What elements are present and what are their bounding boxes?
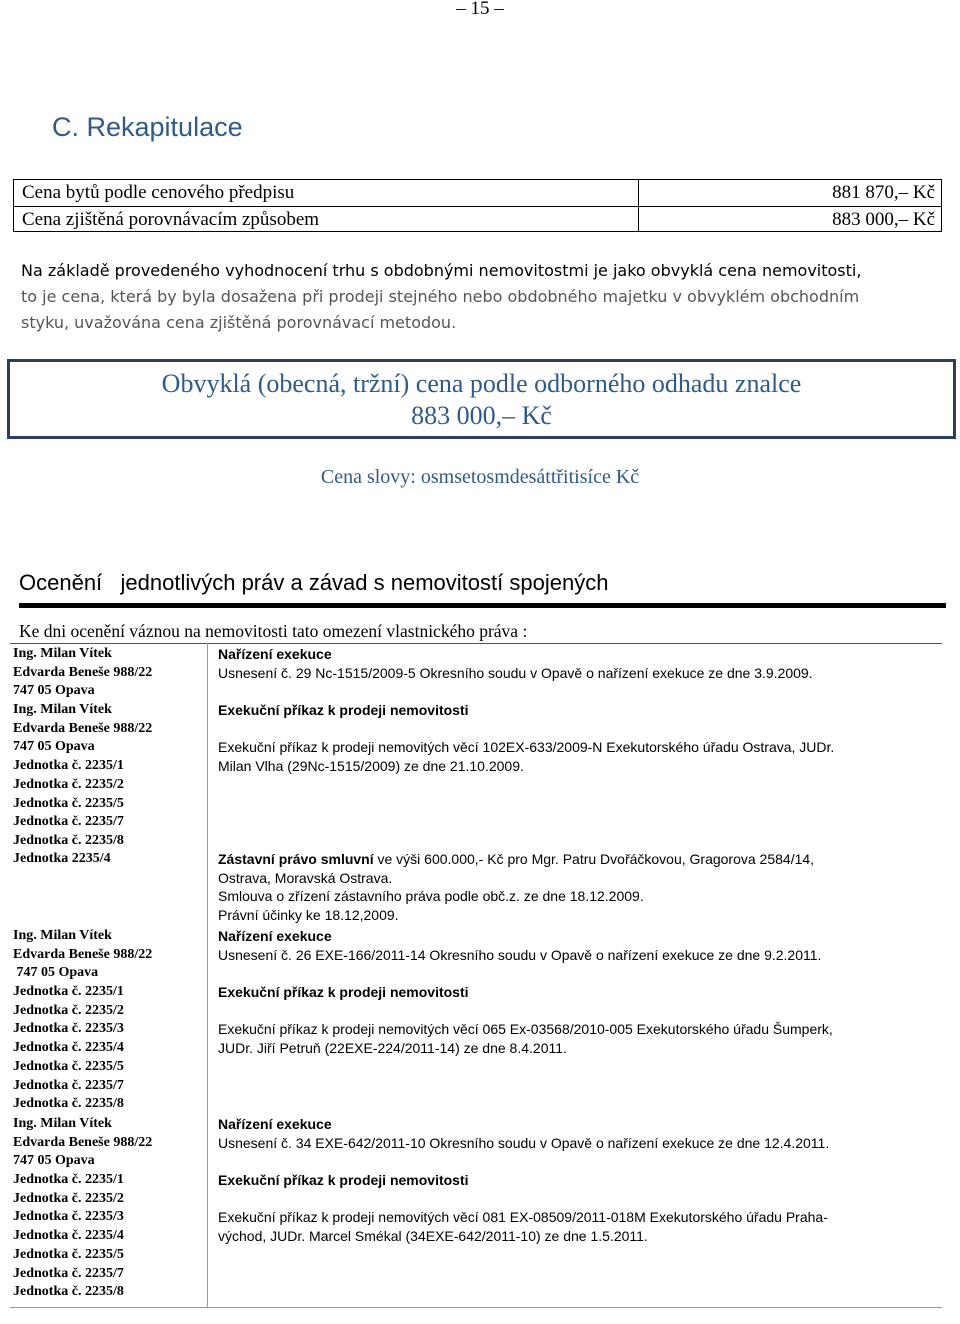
party-line: 747 05 Opava	[13, 739, 95, 755]
market-price-box	[7, 359, 956, 439]
party-line: Jednotka č. 2235/4	[13, 1040, 124, 1056]
party-line: Jednotka č. 2235/7	[13, 1077, 124, 1093]
row-label: Cena zjištěná porovnávacím způsobem	[22, 209, 320, 230]
entry-text: Usnesení č. 26 EXE-166/2011-14 Okresního soudu v Opavě o nařízení exekuce ze dne 9.2.2011.	[218, 946, 822, 963]
heading-rule	[19, 603, 946, 608]
row-label: Cena bytů podle cenového předpisu	[22, 182, 295, 203]
entry-head: Nařízení exekuce	[218, 928, 332, 944]
entry-text: JUDr. Jiří Petruň (22EXE-224/2011-14) ze dne 8.4.2011.	[218, 1039, 567, 1056]
entry-text: Právní účinky ke 18.12,2009.	[218, 906, 399, 923]
entry-text: ve výši 600.000,- Kč pro Mgr. Patru Dvořáčkovou, Gragorova 2584/14,	[373, 851, 815, 867]
entry-parties	[13, 645, 203, 701]
party-line: Jednotka č. 2235/5	[13, 795, 124, 811]
lead-rule	[10, 643, 942, 644]
entry-text: Exekuční příkaz k prodeji nemovitých věcí 102EX-633/2009-N Exekutorského úřadu Ostrava, JUDr.	[218, 739, 835, 755]
section-title: C. Rekapitulace	[52, 112, 243, 142]
entry-text: Usnesení č. 34 EXE-642/2011-10 Okresního soudu v Opavě o nařízení exekuce ze dne 12.4.2011.	[218, 1134, 830, 1151]
party-line: Jednotka č. 2235/8	[13, 1096, 124, 1112]
party-line: Jednotka č. 2235/5	[13, 1058, 124, 1074]
price-summary-table	[13, 179, 942, 232]
entry-parties	[13, 1171, 203, 1302]
intro-line: styku, uvažována cena zjištěná porovnávací metodou.	[21, 313, 457, 332]
entry-text: Smlouva o zřízení zástavního práva podle obč.z. ze dne 18.12.2009.	[218, 888, 644, 904]
entry-description	[218, 850, 943, 924]
party-line: Jednotka č. 2235/2	[13, 776, 124, 792]
entry-head: Zástavní právo smluvní	[218, 851, 374, 867]
row-value: 881 870,– Kč	[832, 182, 935, 203]
table-row	[14, 180, 941, 206]
rights-heading: Ocenění jednotlivých práv a závad s nemovitostí spojených	[19, 570, 609, 595]
entry-parties	[13, 1115, 203, 1171]
entry-text: východ, JUDr. Marcel Smékal (34EXE-642/2011-10) ze dne 1.5.2011.	[218, 1227, 648, 1244]
entry-text: Exekuční příkaz k prodeji nemovitých věcí 081 EX-08509/2011-018M Exekutorského úřadu Praha-	[218, 1209, 828, 1225]
party-line: Jednotka č. 2235/1	[13, 758, 124, 774]
party-line: Jednotka č. 2235/8	[13, 832, 124, 848]
intro-line: to je cena, která by byla dosažena při prodeji stejného nebo obdobného majetku v obvyklém obchodním	[21, 287, 860, 306]
party-line: Jednotka č. 2235/2	[13, 1190, 124, 1206]
party-line: Ing. Milan Vítek	[13, 928, 112, 943]
party-line: Jednotka 2235/4	[13, 851, 111, 866]
party-line: Jednotka č. 2235/1	[13, 984, 124, 999]
price-in-words: Cena slovy: osmsetosmdesáttřitisíce Kč	[320, 466, 640, 488]
rights-lead: Ke dni ocenění váznou na nemovitosti tato omezení vlastnického práva :	[19, 621, 528, 641]
party-line: 747 05 Opava	[13, 1153, 95, 1169]
party-line: Jednotka č. 2235/7	[13, 814, 124, 830]
intro-line: Na základě provedeného vyhodnocení trhu s obdobnými nemovitostmi je jako obvyklá cena nemovitosti,	[21, 261, 862, 280]
entry-description	[218, 927, 943, 964]
entry-description	[218, 645, 943, 682]
entry-parties	[13, 927, 203, 983]
party-line: Edvarda Beneše 988/22	[13, 720, 153, 736]
entry-text: Exekuční příkaz k prodeji nemovitých věcí 065 Ex-03568/2010-005 Exekutorského úřadu Šumperk,	[218, 1021, 833, 1037]
party-line: Jednotka č. 2235/7	[13, 1265, 124, 1281]
entry-description	[218, 701, 943, 775]
entry-text: Usnesení č. 29 Nc-1515/2009-5 Okresního soudu v Opavě o nařízení exekuce ze dne 3.9.2009.	[218, 664, 813, 681]
market-price-title: Obvyklá (obecná, tržní) cena podle odborného odhadu znalce	[161, 369, 802, 398]
party-line: Edvarda Beneše 988/22	[13, 664, 153, 680]
bottom-rule	[10, 1307, 942, 1308]
party-line: Ing. Milan Vítek	[13, 702, 112, 717]
party-line: Ing. Milan Vítek	[13, 646, 112, 661]
table-row	[14, 207, 941, 233]
party-line: Jednotka č. 2235/3	[13, 1021, 124, 1037]
entry-head: Nařízení exekuce	[218, 646, 332, 662]
entry-parties	[13, 701, 203, 851]
entry-head: Nařízení exekuce	[218, 1116, 332, 1132]
market-price-value: 883 000,– Kč	[411, 401, 552, 430]
party-line: 747 05 Opava	[13, 683, 95, 699]
party-line: Jednotka č. 2235/8	[13, 1284, 124, 1300]
party-line: Jednotka č. 2235/1	[13, 1172, 124, 1187]
entry-description	[218, 983, 943, 1057]
intro-paragraph	[21, 258, 947, 336]
party-line: 747 05 Opava	[13, 965, 99, 981]
entry-description	[218, 1115, 943, 1152]
party-line: Jednotka č. 2235/4	[13, 1228, 124, 1244]
entry-parties	[13, 850, 203, 869]
entry-parties	[13, 983, 203, 1114]
party-line: Edvarda Beneše 988/22	[13, 1134, 153, 1150]
entry-description	[218, 1171, 943, 1245]
entry-text: Milan Vlha (29Nc-1515/2009) ze dne 21.10.2009.	[218, 757, 524, 774]
entry-head: Exekuční příkaz k prodeji nemovitosti	[218, 984, 469, 1000]
entry-head: Exekuční příkaz k prodeji nemovitosti	[218, 702, 469, 718]
party-line: Ing. Milan Vítek	[13, 1116, 112, 1131]
entry-text: Ostrava, Moravská Ostrava.	[218, 869, 393, 886]
entry-head: Exekuční příkaz k prodeji nemovitosti	[218, 1172, 469, 1188]
row-value: 883 000,– Kč	[832, 209, 935, 230]
party-line: Jednotka č. 2235/3	[13, 1209, 124, 1225]
party-line: Jednotka č. 2235/5	[13, 1246, 124, 1262]
page-number: – 15 –	[456, 0, 504, 19]
party-line: Edvarda Beneše 988/22	[13, 946, 153, 962]
party-line: Jednotka č. 2235/2	[13, 1002, 124, 1018]
column-rule	[207, 643, 208, 1308]
